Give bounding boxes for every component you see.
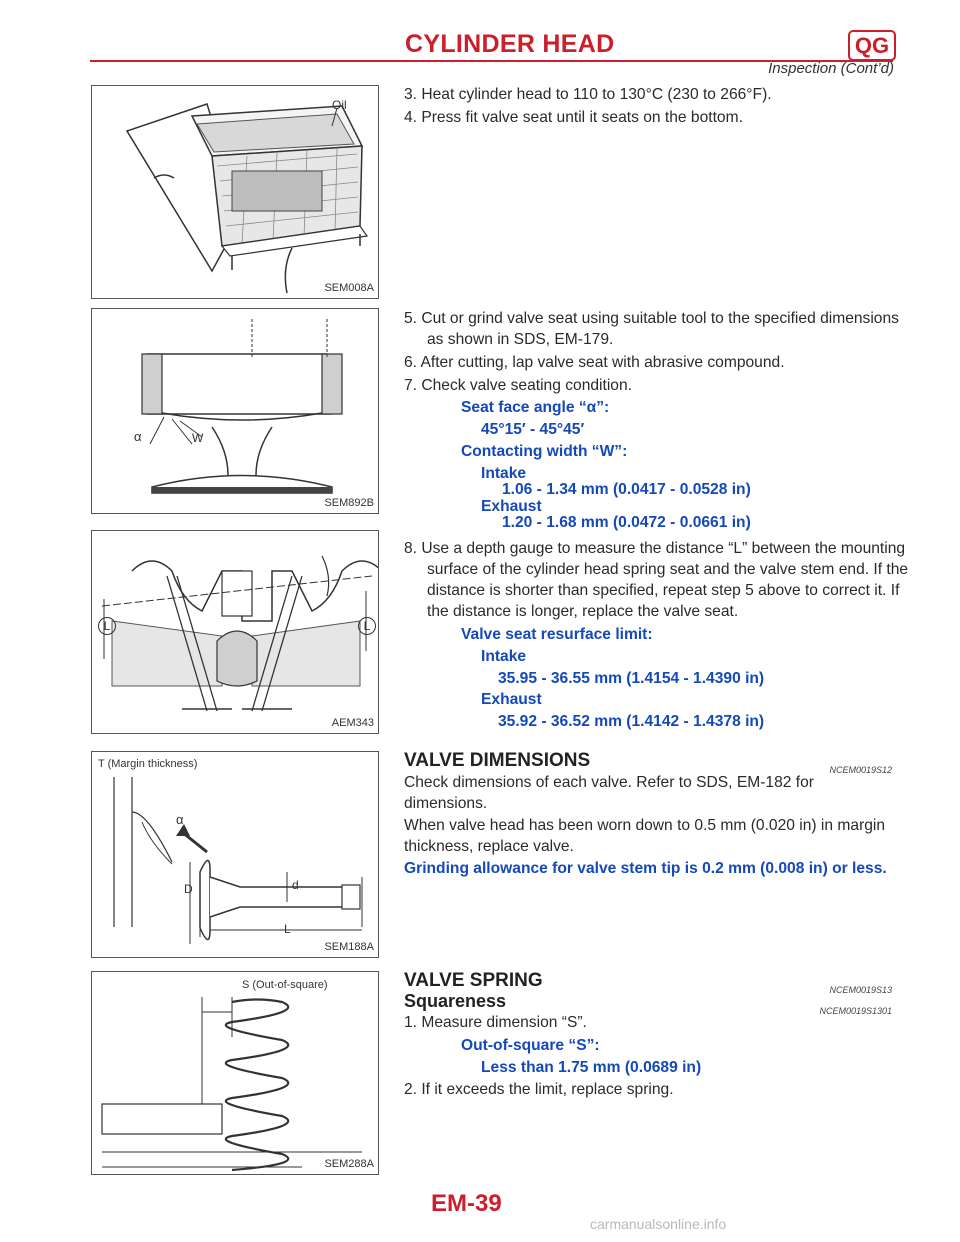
exhaust-label: Exhaust — [481, 498, 542, 515]
resurface-intake-label: Intake — [481, 648, 527, 665]
step-4: 4. Press fit valve seat until it seats on the bottom. — [404, 109, 743, 126]
valve-seat-illustration — [92, 309, 378, 513]
figure-label-length: L — [284, 922, 291, 936]
step-5: 5. Cut or grind valve seat using suitable tool to the specified dimensions as shown in SDS, EM-179. — [404, 310, 899, 348]
figure-valve-dimensions — [91, 751, 379, 958]
resurface-exhaust-value: 35.92 - 36.52 mm (1.4142 - 1.4378 in) — [498, 713, 765, 730]
seat-angle-label: Seat face angle “α”: — [461, 399, 610, 416]
section-heading-valve-dimensions: VALVE DIMENSIONS — [404, 750, 591, 771]
page-title: CYLINDER HEAD — [405, 30, 615, 58]
cylinder-head-section-illustration — [92, 531, 378, 733]
figure-valve-distance — [91, 530, 379, 734]
valve-dimensions-p1: Check dimensions of each valve. Refer to SDS, EM-182 for dimensions. — [404, 774, 814, 812]
seat-angle-value: 45°15′ - 45°45′ — [481, 421, 585, 438]
figure-label-margin: T (Margin thickness) — [98, 758, 198, 770]
step-7: 7. Check valve seating condition. — [404, 377, 632, 394]
watermark: carmanualsonline.info — [590, 1216, 727, 1232]
subsection-code: NCEM0019S1301 — [819, 1006, 892, 1016]
spring-step-2: 2. If it exceeds the limit, replace spring. — [404, 1081, 674, 1098]
figure-heating-tank — [91, 85, 379, 299]
figure-id: SEM892B — [324, 497, 374, 509]
figure-id: AEM343 — [331, 717, 374, 729]
section-heading-valve-spring: VALVE SPRING — [404, 970, 543, 991]
step-3: 3. Heat cylinder head to 110 to 130°C (230 to 266°F). — [404, 86, 772, 103]
section-code: NCEM0019S12 — [829, 765, 892, 775]
figure-label-alpha: α — [176, 812, 184, 827]
valve-dimension-illustration — [92, 752, 378, 957]
figure-label-out-of-square: S (Out-of-square) — [242, 979, 328, 991]
grinding-note: Grinding allowance for valve stem tip is 0.2 mm (0.008 in) or less. — [404, 860, 887, 877]
valve-dimensions-p2: When valve head has been worn down to 0.5 mm (0.020 in) in margin thickness, replace valve. — [404, 817, 886, 855]
page-number: EM-39 — [431, 1190, 502, 1217]
page-subtitle: Inspection (Cont’d) — [768, 60, 894, 77]
subheading-squareness: Squareness — [404, 991, 507, 1011]
step-6: 6. After cutting, lap valve seat with abrasive compound. — [404, 354, 785, 371]
figure-label-alpha: α — [134, 429, 142, 444]
intake-label: Intake — [481, 465, 527, 482]
figure-label-w: W — [192, 431, 204, 445]
out-of-square-label: Out-of-square “S”: — [461, 1037, 600, 1054]
spring-squareness-illustration — [92, 972, 378, 1174]
figure-id: SEM188A — [324, 941, 374, 953]
heating-tank-illustration — [92, 86, 378, 298]
figure-id: SEM008A — [324, 282, 374, 294]
resurface-label: Valve seat resurface limit: — [461, 626, 653, 643]
exhaust-value: 1.20 - 1.68 mm (0.0472 - 0.0661 in) — [502, 514, 751, 531]
intake-value: 1.06 - 1.34 mm (0.0417 - 0.0528 in) — [502, 481, 751, 498]
figure-label-l-right: L — [358, 617, 376, 635]
out-of-square-value: Less than 1.75 mm (0.0689 in) — [481, 1059, 702, 1076]
figure-spring-squareness — [91, 971, 379, 1175]
model-badge: QG — [848, 30, 896, 61]
resurface-intake-value: 35.95 - 36.55 mm (1.4154 - 1.4390 in) — [498, 670, 765, 687]
figure-seat-angle — [91, 308, 379, 514]
step-8: 8. Use a depth gauge to measure the distance “L” between the mounting surface of the cylinder head spring seat and the valve stem end. If the distance is shorter than specified, repeat step 5 above to correct it. If the distance is longer, replace the valve seat. — [404, 540, 909, 620]
figure-label-oil: Oil — [332, 98, 347, 112]
figure-label-d-lower: d — [292, 878, 299, 892]
resurface-exhaust-label: Exhaust — [481, 691, 542, 708]
contact-width-label: Contacting width “W”: — [461, 443, 628, 460]
section-code: NCEM0019S13 — [829, 985, 892, 995]
figure-label-l-left: L — [98, 617, 116, 635]
figure-id: SEM288A — [324, 1158, 374, 1170]
figure-label-d-upper: D — [184, 882, 193, 896]
spring-step-1: 1. Measure dimension “S”. — [404, 1014, 587, 1031]
